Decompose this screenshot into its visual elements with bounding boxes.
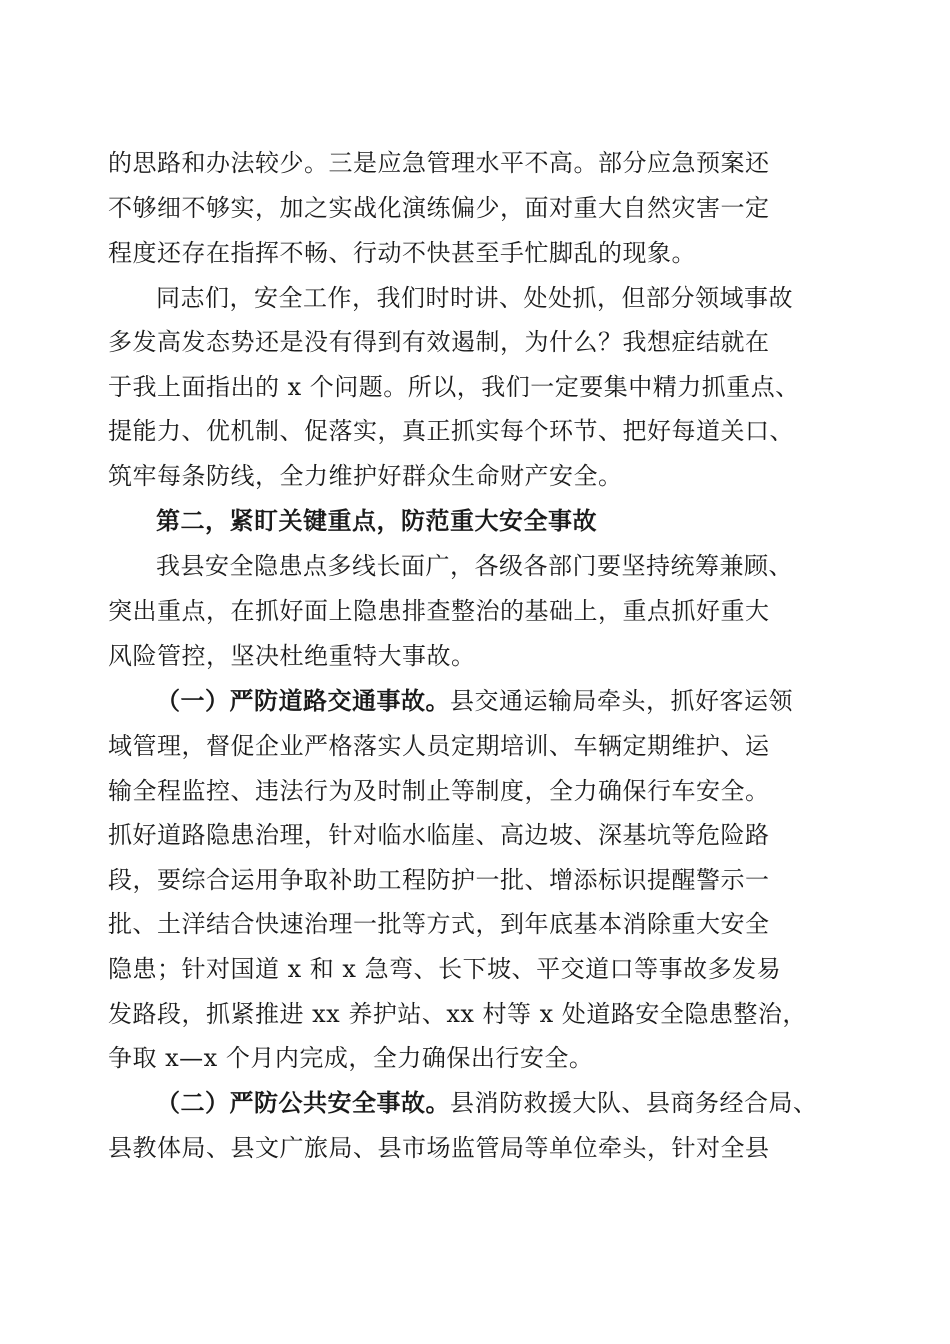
para4-line-5: 段，要综合运用争取补助工程防护一批、增添标识提醒警示一	[108, 866, 770, 894]
para2-line-1: 同志们，安全工作，我们时时讲、处处抓，但部分领域事故	[156, 284, 793, 312]
para1-line-1: 的思路和办法较少。三是应急管理水平不高。部分应急预案还	[108, 149, 770, 177]
para4-line-3: 输全程监控、违法行为及时制止等制度，全力确保行车安全。	[108, 777, 770, 805]
para1-line-3: 程度还存在指挥不畅、行动不快甚至手忙脚乱的现象。	[108, 239, 696, 267]
para4-line-9: 争取 x—x 个月内完成，全力确保出行安全。	[108, 1044, 594, 1072]
para1-line-2: 不够细不够实，加之实战化演练偏少，面对重大自然灾害一定	[108, 194, 770, 222]
para4-line-7: 隐患；针对国道 x 和 x 急弯、长下坡、平交道口等事故多发易	[108, 955, 782, 983]
para5-line-1-text: 县消防救援大队、县商务经合局、	[450, 1089, 818, 1117]
para4-line-2: 域管理，督促企业严格落实人员定期培训、车辆定期维护、运	[108, 732, 770, 760]
para2-line-5: 筑牢每条防线，全力维护好群众生命财产安全。	[108, 462, 623, 490]
para4-subheading: （一）严防道路交通事故。	[156, 687, 450, 715]
section-heading: 第二，紧盯关键重点，防范重大安全事故	[156, 507, 597, 535]
para5-line-1	[156, 1088, 818, 1118]
para2-line-3: 于我上面指出的 x 个问题。所以，我们一定要集中精力抓重点、	[108, 373, 800, 401]
para2-line-4: 提能力、优机制、促落实，真正抓实每个环节、把好每道关口、	[108, 417, 794, 445]
para3-line-1: 我县安全隐患点多线长面广，各级各部门要坚持统筹兼顾、	[156, 552, 793, 580]
para4-line-4: 抓好道路隐患治理，针对临水临崖、高边坡、深基坑等危险路	[108, 821, 770, 849]
para2-line-2: 多发高发态势还是没有得到有效遏制，为什么？我想症结就在	[108, 328, 770, 356]
para5-subheading: （二）严防公共安全事故。	[156, 1089, 450, 1117]
para4-line-1-text: 县交通运输局牵头，抓好客运领	[450, 687, 793, 715]
para3-line-3: 风险管控，坚决杜绝重特大事故。	[108, 642, 476, 670]
para4-line-6: 批、土洋结合快速治理一批等方式，到年底基本消除重大安全	[108, 910, 770, 938]
para4-line-8: 发路段，抓紧推进 xx 养护站、xx 村等 x 处道路安全隐患整治，	[108, 1000, 807, 1028]
para3-line-2: 突出重点，在抓好面上隐患排查整治的基础上，重点抓好重大	[108, 597, 770, 625]
para4-line-1	[156, 686, 793, 716]
para5-line-2: 县教体局、县文广旅局、县市场监管局等单位牵头，针对全县	[108, 1134, 770, 1162]
